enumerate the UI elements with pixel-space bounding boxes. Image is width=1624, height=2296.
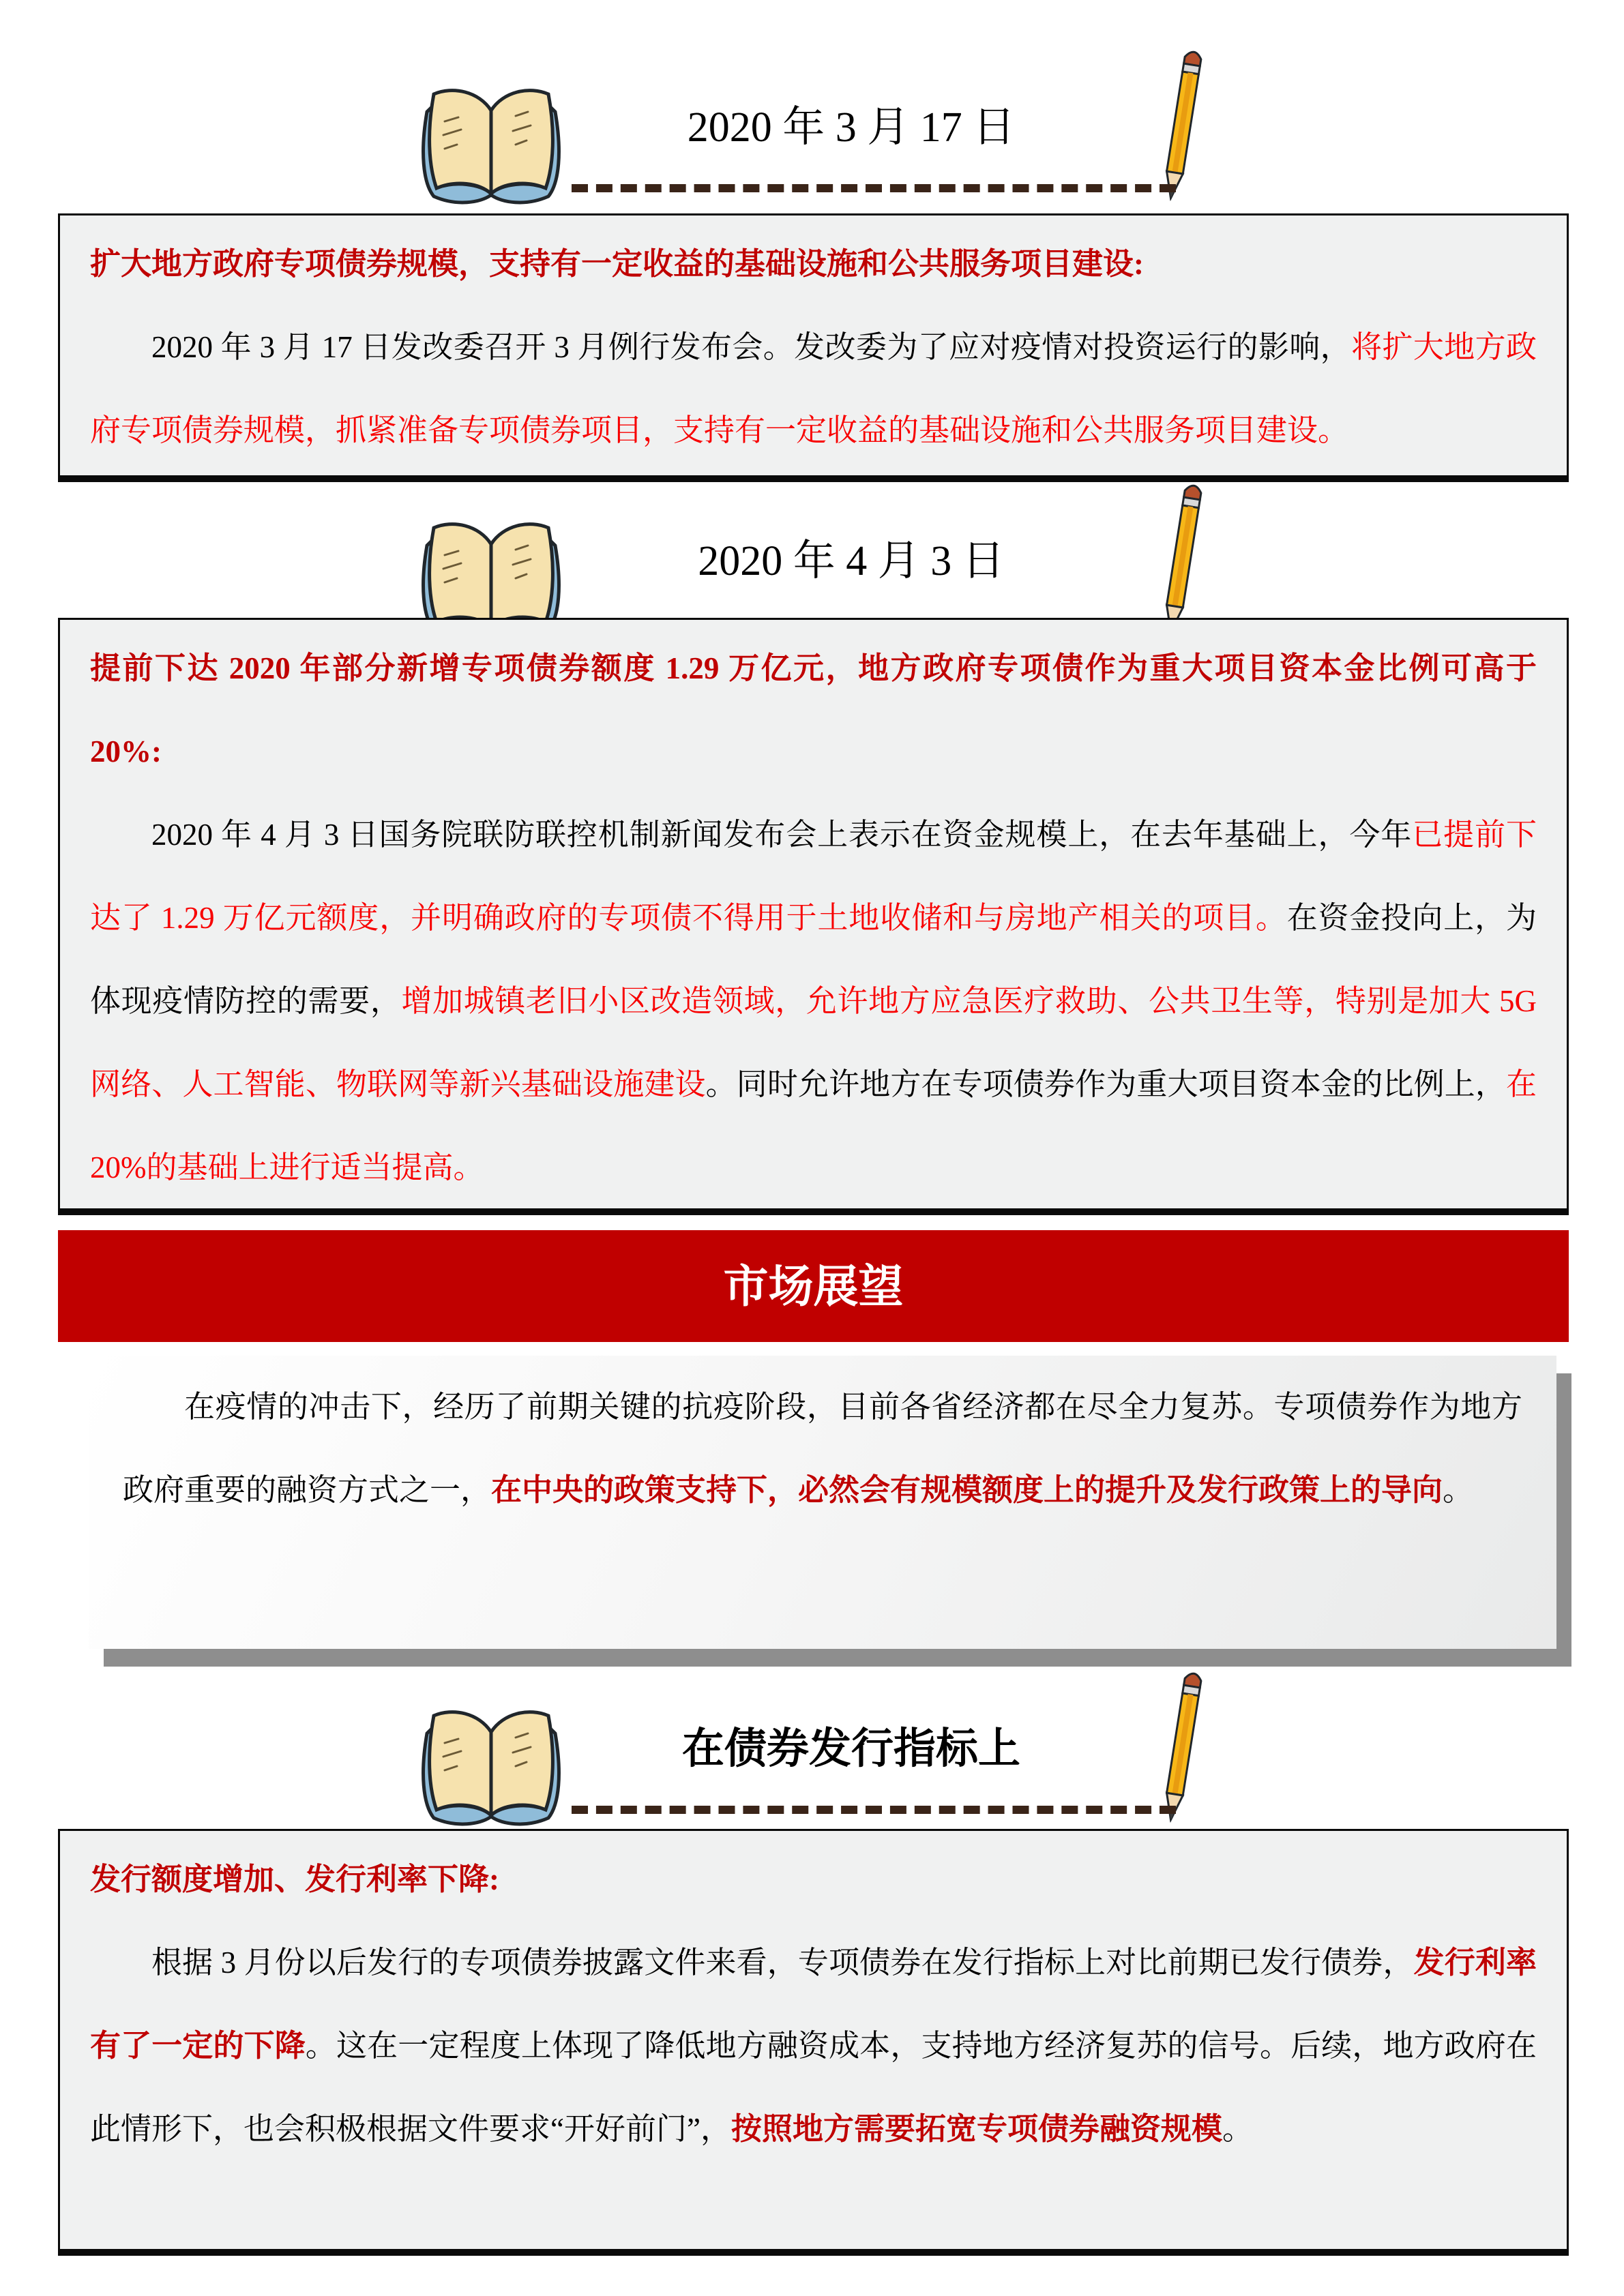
policy-box-issuance-indicators: [58, 1829, 1569, 2256]
outlook-paragraph: 在疫情的冲击下，经历了前期关键的抗疫阶段，目前各省经济都在尽全力复苏。专项债券作为地方政府重要的融资方式之一，在中央的政策支持下，必然会有规模额度上的提升及发行政策上的导向。: [123, 1390, 1522, 1507]
outlook-box: [89, 1356, 1556, 1649]
section-header-3: [0, 1683, 1624, 1833]
dashed-line: [572, 1806, 1176, 1814]
section-title: 2020 年 4 月 3 日: [698, 538, 1005, 584]
section-header-1: [0, 61, 1624, 211]
box-heading: 扩大地方政府专项债券规模，支持有一定收益的基础设施和公共服务项目建设:: [90, 247, 1144, 281]
box-paragraph: 2020 年 3 月 17 日发改委召开 3 月例行发布会。发改委为了应对疫情对投资运行的影响，将扩大地方政府专项债券规模，抓紧准备专项债券项目，支持有一定收益的基础设施和公共服务项目建设。: [90, 330, 1537, 447]
policy-box-2020-03-17: [58, 213, 1569, 482]
pencil-icon: [1142, 40, 1223, 205]
box-heading: 提前下达 2020 年部分新增专项债券额度 1.29 万亿元，地方政府专项债作为重大项目资本金比例可高于 20%:: [90, 651, 1537, 769]
market-outlook-banner: [58, 1230, 1569, 1342]
box-heading: 发行额度增加、发行利率下降:: [90, 1862, 499, 1896]
open-book-icon: [413, 68, 569, 210]
banner-title: 市场展望: [723, 1261, 904, 1311]
box-paragraph: 根据 3 月份以后发行的专项债券披露文件来看，专项债券在发行指标上对比前期已发行债券，发行利率有了一定的下降。这在一定程度上体现了降低地方融资成本，支持地方经济复苏的信号。后续，地方政府在此情形下，也会积极根据文件要求“开好前门”，按照地方需要拓宽专项债券融资规模。: [90, 1945, 1537, 2146]
section-title: 在债券发行指标上: [681, 1725, 1020, 1772]
dashed-line: [572, 184, 1176, 192]
section-header-row: [413, 61, 1211, 211]
policy-box-2020-04-03: [58, 618, 1569, 1215]
pencil-icon: [1142, 474, 1223, 639]
open-book-icon: [413, 1690, 569, 1832]
box-paragraph: 2020 年 4 月 3 日国务院联防联控机制新闻发布会上表示在资金规模上，在去年基础上，今年已提前下达了 1.29 万亿元额度，并明确政府的专项债不得用于土地收储和与房地产相关的项目。在资金投向上，为体现疫情防控的需要，增加城镇老旧小区改造领域，允许地方应急医疗救助、公共卫生等，特别是加大 5G 网络、人工智能、物联网等新兴基础设施建设。同时允许地方在专项债券作为重大项目资本金的比例上，在 20%的基础上进行适当提高。: [90, 818, 1537, 1184]
section-header-row: [413, 1683, 1211, 1833]
section-title: 2020 年 3 月 17 日: [687, 104, 1016, 151]
pencil-icon: [1142, 1662, 1223, 1827]
